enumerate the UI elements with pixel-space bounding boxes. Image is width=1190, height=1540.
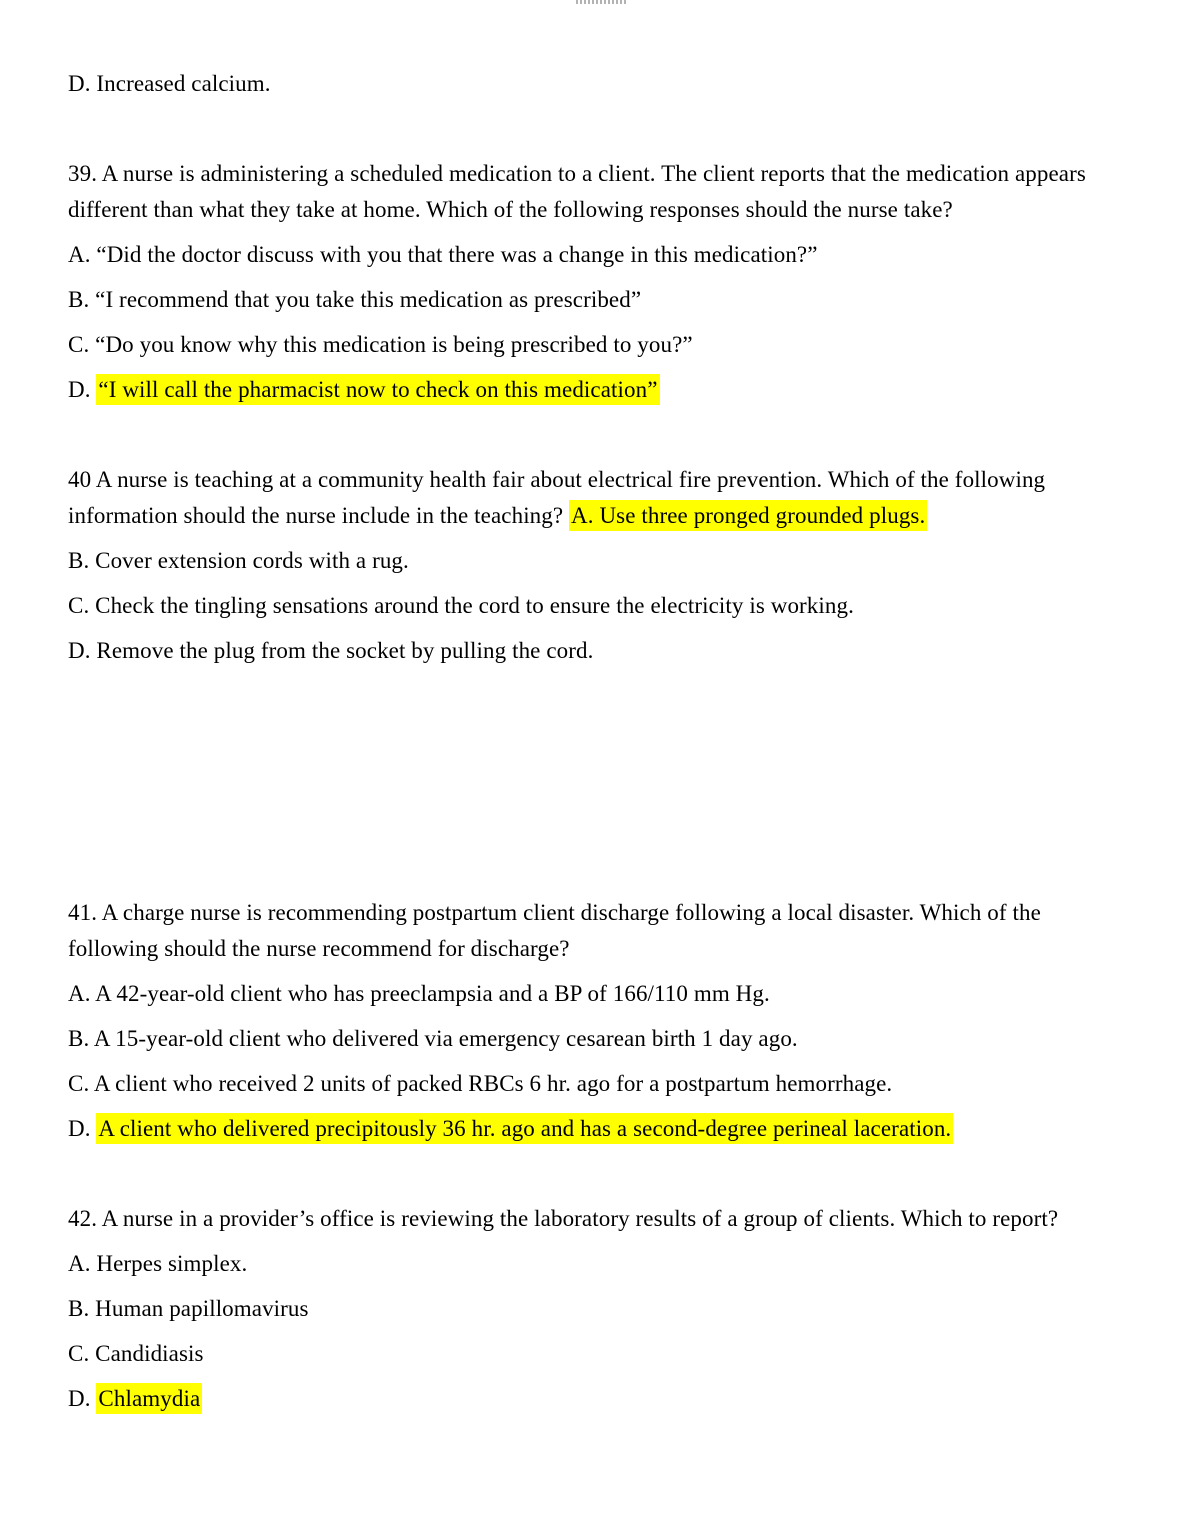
text-segment: A. Herpes simplex. xyxy=(68,1251,248,1276)
highlighted-answer-text: A client who delivered precipitously 36 hr. ago and has a second-degree perineal laceration. xyxy=(96,1113,953,1144)
text-segment: D. Remove the plug from the socket by pulling the cord. xyxy=(68,638,594,663)
text-segment: A. A 42-year-old client who has preeclampsia and a BP of 166/110 mm Hg. xyxy=(68,981,770,1006)
question-42-option-c xyxy=(68,1336,1130,1372)
question-42-option-d xyxy=(68,1381,1130,1417)
question-39-option-c xyxy=(68,327,1130,363)
text-segment: C. “Do you know why this medication is being prescribed to you?” xyxy=(68,332,693,357)
cropped-header-fragment xyxy=(576,0,626,4)
highlighted-answer-text: A. Use three pronged grounded plugs. xyxy=(569,500,927,531)
text-segment: A. “Did the doctor discuss with you that there was a change in this medication?” xyxy=(68,242,818,267)
question-42-option-b xyxy=(68,1291,1130,1327)
text-segment: B. “I recommend that you take this medication as prescribed” xyxy=(68,287,642,312)
highlighted-answer-text: Chlamydia xyxy=(96,1383,202,1414)
highlighted-answer-text: “I will call the pharmacist now to check on this medication” xyxy=(96,374,659,405)
text-segment: D. Increased calcium. xyxy=(68,71,271,96)
question-41-option-a xyxy=(68,976,1130,1012)
text-segment: 41. A charge nurse is recommending postpartum client discharge following a local disaster. Which of the following should the nurse recommend for discharge? xyxy=(68,900,1041,961)
question-42 xyxy=(68,1201,1130,1237)
question-39-option-a xyxy=(68,237,1130,273)
question-39-option-d xyxy=(68,372,1130,408)
text-segment: 40 A nurse is teaching at a community health fair about electrical fire prevention. Which of the following information should the nurse include in the teaching? xyxy=(68,467,1046,528)
text-segment: D. xyxy=(68,1116,97,1141)
text-segment: 39. A nurse is administering a scheduled medication to a client. The client reports that the medication appears different than what they take at home. Which of the following responses should the nurse take? xyxy=(68,161,1086,222)
document-content xyxy=(68,66,1130,1417)
question-42-option-a xyxy=(68,1246,1130,1282)
question-41-option-c xyxy=(68,1066,1130,1102)
text-segment: C. A client who received 2 units of packed RBCs 6 hr. ago for a postpartum hemorrhage. xyxy=(68,1071,893,1096)
text-segment: B. Cover extension cords with a rug. xyxy=(68,548,409,573)
question-40 xyxy=(68,462,1130,534)
text-segment: B. Human papillomavirus xyxy=(68,1296,309,1321)
question-41-option-b xyxy=(68,1021,1130,1057)
text-segment: B. A 15-year-old client who delivered via emergency cesarean birth 1 day ago. xyxy=(68,1026,798,1051)
text-segment: C. Candidiasis xyxy=(68,1341,204,1366)
question-40-option-d xyxy=(68,633,1130,669)
text-segment: 42. A nurse in a provider’s office is reviewing the laboratory results of a group of clients. Which to report? xyxy=(68,1206,1059,1231)
question-41 xyxy=(68,895,1130,967)
text-segment: D. xyxy=(68,377,97,402)
text-segment: D. xyxy=(68,1386,97,1411)
previous-question-option-d xyxy=(68,66,1130,102)
text-segment: C. Check the tingling sensations around the cord to ensure the electricity is working. xyxy=(68,593,854,618)
question-39-option-b xyxy=(68,282,1130,318)
question-41-option-d xyxy=(68,1111,1130,1147)
question-39 xyxy=(68,156,1130,228)
question-40-option-c xyxy=(68,588,1130,624)
question-40-option-b xyxy=(68,543,1130,579)
